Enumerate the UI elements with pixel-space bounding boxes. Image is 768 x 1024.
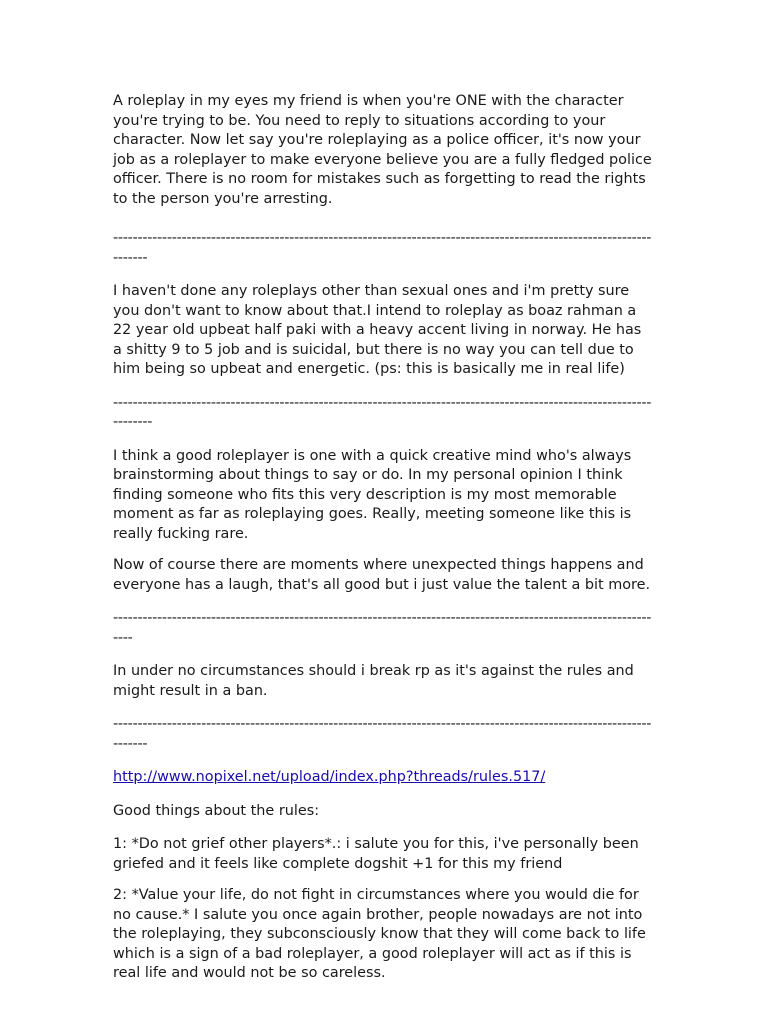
separator-line: ------------------------------------------------------------------------------------------------------------------ — [113, 610, 652, 646]
separator-line: --------------------------------------------------------------------------------------------------------------------- — [113, 230, 652, 266]
document-body — [113, 92, 653, 984]
separator-line: ---------------------------------------------------------------------------------------------------------------------- — [113, 394, 652, 430]
paragraph-rules-heading: Good things about the rules: — [113, 802, 320, 819]
paragraph-rule-one: 1: *Do not grief other players*.: i salute you for this, i've personally been griefed and it feels like complete dogshit +1 for this my friend — [113, 836, 639, 872]
paragraph-rule-two: 2: *Value your life, do not fight in circumstances where you would die for no cause.* I salute you once again brother, people nowadays are not into the roleplaying, they subconsciously know that they will come back to life which is a sign of a bad roleplayer, a good roleplayer will act as if this is real life and would not be so careless. — [113, 887, 646, 981]
separator-line: --------------------------------------------------------------------------------------------------------------------- — [113, 716, 652, 752]
paragraph-past-roleplays: I haven't done any roleplays other than sexual ones and i'm pretty sure you don't want to know about that.I intend to roleplay as boaz rahman a 22 year old upbeat half paki with a heavy accent living in norway. He has a shitty 9 to 5 job and is suicidal, but there is no way you can tell due to him being so upbeat and energetic. (ps: this is basically me in real life) — [113, 283, 642, 377]
paragraph-good-roleplayer: I think a good roleplayer is one with a quick creative mind who's always brainstorming about things to say or do. In my personal opinion I think finding someone who fits this very description is my most memorable moment as far as roleplaying goes. Really, meeting someone like this is really fucking rare. — [113, 447, 632, 542]
paragraph-roleplay-definition: A roleplay in my eyes my friend is when you're ONE with the character you're trying to be. You need to reply to situations according to your character. Now let say you're roleplaying as a police officer, it's now your job as a roleplayer to make everyone believe you are a fully fledged police officer. There is no room for mistakes such as forgetting to read the rights to the person you're arresting. — [113, 93, 652, 207]
paragraph-unexpected-moments: Now of course there are moments where unexpected things happens and everyone has a laugh, that's all good but i just value the talent a bit more. — [113, 557, 651, 593]
paragraph-breaking-rp: In under no circumstances should i break rp as it's against the rules and might result in a ban. — [113, 663, 634, 699]
rules-link[interactable]: http://www.nopixel.net/upload/index.php?threads/rules.517/ — [113, 769, 546, 785]
